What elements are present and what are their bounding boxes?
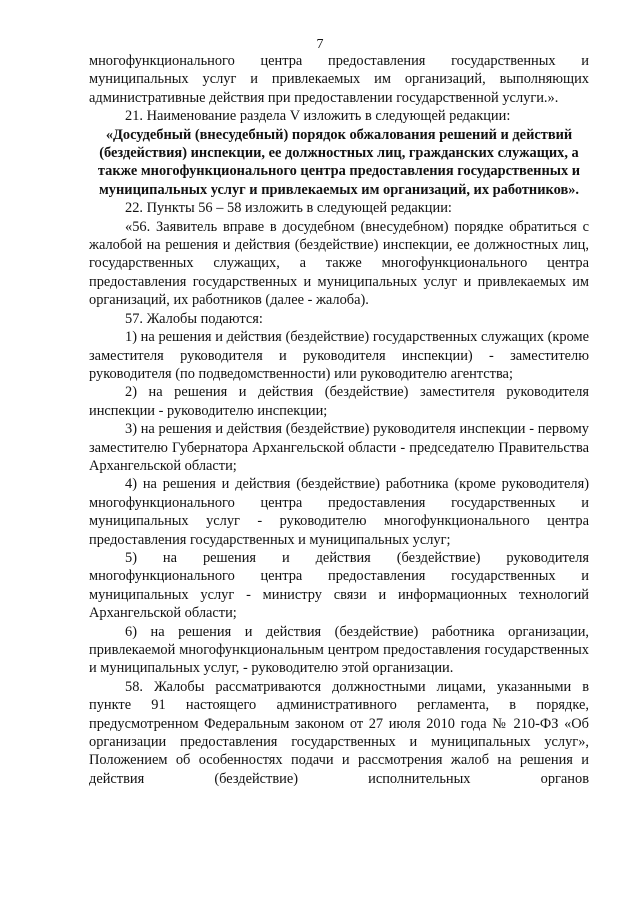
page-number: 7 xyxy=(316,37,324,52)
paragraph-item-21: 21. Наименование раздела V изложить в следующей редакции: xyxy=(125,108,511,125)
paragraph-point-57: 57. Жалобы подаются: xyxy=(125,310,263,327)
paragraph-continuation: многофункционального центра предоставления государственных и муниципальных услуг и привлекаемых им организаций, выполняющих административные действия при предоставлении государственной услуги.». xyxy=(89,53,589,106)
section-v-title: «Досудебный (внесудебный) порядок обжалования решений и действий (бездействия) инспекции, ее должностных лиц, гражданских служащих, а также многофункционального центра предоставления государственных и муниципальных услуг и привлекаемых им организаций, их работников». xyxy=(97,126,581,198)
paragraph-item-22: 22. Пункты 56 – 58 изложить в следующей редакции: xyxy=(125,200,452,217)
paragraph-point-56: «56. Заявитель вправе в досудебном (внесудебном) порядке обратиться с жалобой на решения и действия (бездействие) инспекции, ее должностных лиц, государственных служащих, а также многофункционального центра предоставления государственных и муниципальных услуг и привлекаемых им организаций, их работников (далее - жалоба). xyxy=(89,218,589,309)
list-item-2: 2) на решения и действия (бездействие) заместителя руководителя инспекции - руководителю инспекции; xyxy=(89,384,589,419)
list-item-5: 5) на решения и действия (бездействие) руководителя многофункционального центра предоставления государственных и муниципальных услуг - министру связи и информационных технологий Архангельской области; xyxy=(89,549,589,622)
document-body xyxy=(89,52,589,788)
list-item-1: 1) на решения и действия (бездействие) государственных служащих (кроме заместителя руководителя и руководителя инспекции) - заместителю руководителя (по подведомственности) или руководителю агентства; xyxy=(89,329,589,382)
list-item-3: 3) на решения и действия (бездействие) руководителя инспекции - первому заместителю Губернатора Архангельской области - председателю Правительства Архангельской области; xyxy=(89,421,589,474)
list-item-4: 4) на решения и действия (бездействие) работника (кроме руководителя) многофункционального центра предоставления государственных и муниципальных услуг - руководителю многофункционального центра предоставления государственных и муниципальных услуг; xyxy=(89,476,589,548)
list-item-6: 6) на решения и действия (бездействие) работника организации, привлекаемой многофункциональным центром предоставления государственных и муниципальных услуг, - руководителю этой организации. xyxy=(89,623,589,677)
paragraph-point-58: 58. Жалобы рассматриваются должностными лицами, указанными в пункте 91 настоящего административного регламента, в порядке, предусмотренном Федеральным законом от 27 июля 2010 года № 210-ФЗ «Об организации предоставления государственных и муниципальных услуг», Положением об особенностях подачи и рассмотрения жалоб на решения и действия (бездействие) исполнительных органов xyxy=(89,678,589,787)
